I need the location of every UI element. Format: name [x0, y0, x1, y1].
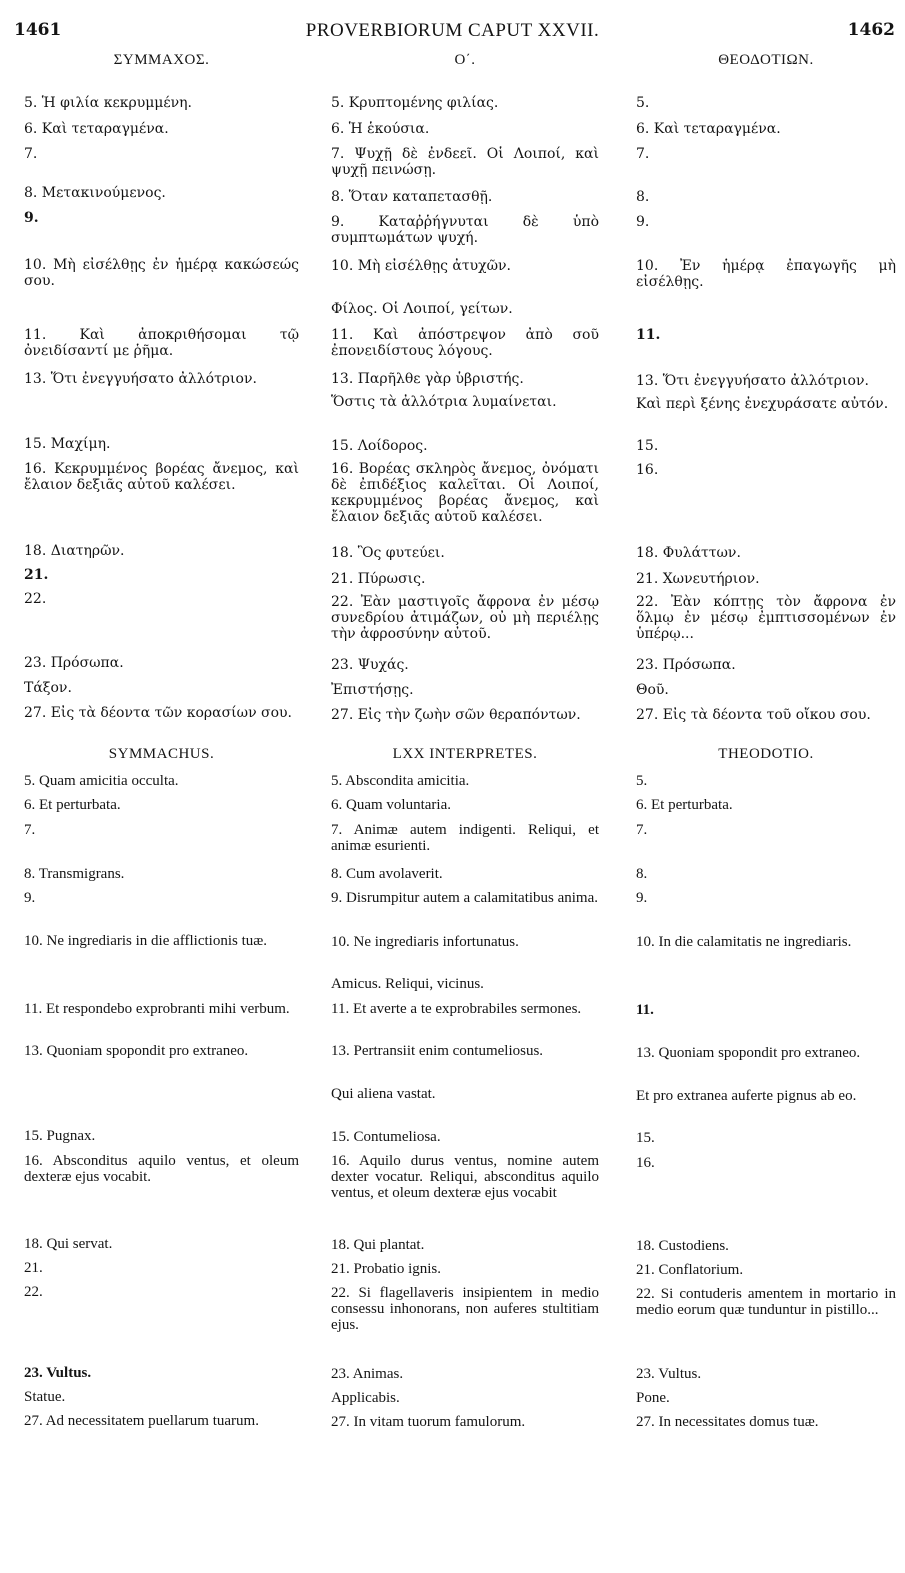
- entry: 23. Vultus.: [636, 1366, 702, 1382]
- entry: 23. Πρόσωπα.: [636, 657, 736, 673]
- entry: 7.: [636, 146, 650, 162]
- entry: 5. Κρυπτομένης φιλίας.: [331, 95, 499, 111]
- symmachus-latin-heading: SYMMACHUS.: [108, 746, 215, 762]
- entry: 23. Vultus.: [24, 1365, 92, 1381]
- entry: 18. Qui plantat.: [331, 1237, 425, 1253]
- running-title: PROVERBIORUM CAPUT XXVII.: [305, 20, 600, 41]
- entry: 9. Disrumpitur autem a calamitatibus anima.: [331, 890, 599, 906]
- lxx-greek-heading: Ο΄.: [454, 52, 476, 68]
- entry: 22. Si flagellaveris insipientem in medio consessu inhonorans, non auferes stultitiam ejus.: [331, 1285, 599, 1333]
- entry: 11. Et averte a te exprobrabiles sermones.: [331, 1001, 582, 1017]
- entry: 6. Ἡ ἑκούσια.: [331, 121, 430, 137]
- entry: 22. Ἐὰν μαστιγοῖς ἄφρονα ἐν μέσῳ συνεδρίου ἀτιμάζων, οὐ μὴ περιέλῃς τὴν ἀφροσύνην αὐτοῦ.: [331, 594, 599, 642]
- entry: Ἐπιστήσῃς.: [331, 682, 414, 698]
- entry: 13. Παρῆλθε γὰρ ὑβριστής.: [331, 371, 524, 387]
- entry: 18. Ὃς φυτεύει.: [331, 545, 445, 561]
- entry: 6. Et perturbata.: [24, 797, 121, 813]
- entry: 18. Διατηρῶν.: [24, 543, 125, 559]
- lxx-latin-heading: LXX INTERPRETES.: [392, 746, 538, 762]
- entry: 6. Quam voluntaria.: [331, 797, 451, 813]
- entry: 23. Ψυχάς.: [331, 657, 409, 673]
- entry: 22.: [24, 1284, 43, 1300]
- entry: 15. Pugnax.: [24, 1128, 96, 1144]
- entry: Ὅστις τὰ ἀλλότρια λυμαίνεται.: [331, 394, 557, 410]
- entry: 5.: [636, 773, 648, 789]
- entry: 6. Et perturbata.: [636, 797, 733, 813]
- theodotion-greek-heading: ΘΕΟΔΟΤΙΩΝ.: [718, 52, 814, 68]
- entry: 21. Probatio ignis.: [331, 1261, 442, 1277]
- entry: Θοῦ.: [636, 682, 669, 698]
- symmachus-greek-heading: ΣΥΜΜΑΧΟΣ.: [113, 52, 210, 68]
- entry: Καὶ περὶ ξένης ἐνεχυράσατε αὐτόν.: [636, 396, 889, 412]
- theodotion-latin-heading: THEODOTIO.: [718, 746, 814, 762]
- entry: 23. Animas.: [331, 1366, 404, 1382]
- entry: 5. Quam amicitia occulta.: [24, 773, 179, 789]
- entry: 7. Ψυχῇ δὲ ἐνδεεῖ. Οἱ Λοιποί, καὶ ψυχῇ πεινώσῃ.: [331, 146, 599, 178]
- entry: 18. Qui servat.: [24, 1236, 113, 1252]
- entry: 11. Et respondebo exprobranti mihi verbum.: [24, 1001, 290, 1017]
- entry: 7.: [24, 146, 38, 162]
- entry: 9. Καταῤῥήγνυται δὲ ὑπὸ συμπτωμάτων ψυχή.: [331, 214, 599, 246]
- entry: 11.: [636, 1002, 654, 1018]
- entry: 8.: [636, 189, 650, 205]
- entry: Et pro extranea auferte pignus ab eo.: [636, 1088, 857, 1104]
- entry: 15.: [636, 1130, 655, 1146]
- entry: 21.: [24, 1260, 43, 1276]
- entry: 16.: [636, 1155, 655, 1171]
- entry: 22. Si contuderis amentem in mortario in medio eorum quæ tunduntur in pistillo...: [636, 1286, 896, 1318]
- entry: 8. Μετακινούμενος.: [24, 185, 166, 201]
- entry: 5. Ἡ φιλία κεκρυμμένη.: [24, 95, 192, 111]
- left-page-number: 1461: [14, 20, 62, 40]
- entry: 10. Μὴ εἰσέλθῃς ἀτυχῶν.: [331, 258, 511, 274]
- entry: 21. Χωνευτήριον.: [636, 571, 760, 587]
- entry: 10. Ne ingrediaris in die afflictionis tuæ.: [24, 933, 268, 949]
- entry: 9.: [24, 890, 36, 906]
- entry: 13. Ὅτι ἐνεγγυήσατο ἀλλότριον.: [24, 371, 257, 387]
- entry: 10. Μὴ εἰσέλθῃς ἐν ἡμέρᾳ κακώσεώς σου.: [24, 257, 299, 289]
- entry: 10. In die calamitatis ne ingrediaris.: [636, 934, 852, 950]
- entry: 6. Καὶ τεταραγμένα.: [24, 121, 169, 137]
- entry: 21.: [24, 567, 49, 583]
- entry: 8.: [636, 866, 648, 882]
- entry: 18. Custodiens.: [636, 1238, 729, 1254]
- entry: Statue.: [24, 1389, 66, 1405]
- page-header: [0, 20, 905, 44]
- entry: 15. Μαχίμη.: [24, 436, 111, 452]
- entry: 13. Ὅτι ἐνεγγυήσατο ἀλλότριον.: [636, 373, 869, 389]
- entry: 7. Animæ autem indigenti. Reliqui, et animæ esurienti.: [331, 822, 599, 854]
- entry: 16. Κεκρυμμένος βορέας ἄνεμος, καὶ ἔλαιον δεξιᾶς αὐτοῦ καλέσει.: [24, 461, 299, 493]
- entry: 16.: [636, 462, 659, 478]
- entry: 13. Quoniam spopondit pro extraneo.: [24, 1043, 249, 1059]
- entry: 27. Εἰς τὰ δέοντα τῶν κορασίων σου.: [24, 705, 292, 721]
- entry: 22.: [24, 591, 47, 607]
- entry: 15. Contumeliosa.: [331, 1129, 441, 1145]
- entry: 23. Πρόσωπα.: [24, 655, 124, 671]
- entry: 18. Φυλάττων.: [636, 545, 741, 561]
- entry: 7.: [636, 822, 648, 838]
- entry: 22. Ἐὰν κόπτῃς τὸν ἄφρονα ἐν ὅλμῳ ἐν μέσῳ ἐμπτισσομένων ἐν ὑπέρῳ...: [636, 594, 896, 642]
- entry: Qui aliena vastat.: [331, 1086, 436, 1102]
- entry: 13. Pertransiit enim contumeliosus.: [331, 1043, 544, 1059]
- right-page-number: 1462: [847, 20, 895, 40]
- entry: 8. Cum avolaverit.: [331, 866, 443, 882]
- entry: 27. In vitam tuorum famulorum.: [331, 1414, 526, 1430]
- entry: 10. Ἐν ἡμέρᾳ ἐπαγωγῆς μὴ εἰσέλθῃς.: [636, 258, 896, 290]
- entry: 21. Πύρωσις.: [331, 571, 426, 587]
- entry: Pone.: [636, 1390, 670, 1406]
- entry: 27. In necessitates domus tuæ.: [636, 1414, 819, 1430]
- entry: 9.: [636, 890, 648, 906]
- entry: 11. Καὶ ἀπόστρεψον ἀπὸ σοῦ ἐπονειδίστους λόγους.: [331, 327, 599, 359]
- entry: 27. Εἰς τὴν ζωὴν σῶν θεραπόντων.: [331, 707, 581, 723]
- entry: 16. Aquilo durus ventus, nomine autem dexter vocatur. Reliqui, absconditus aquilo ventus, et oleum dexteræ ejus vocabit: [331, 1153, 599, 1201]
- entry: 9.: [636, 214, 650, 230]
- entry: 15. Λοίδορος.: [331, 438, 428, 454]
- entry: 8. Ὅταν καταπετασθῇ.: [331, 189, 493, 205]
- entry: 15.: [636, 438, 659, 454]
- entry: 21. Conflatorium.: [636, 1262, 744, 1278]
- entry: 27. Ad necessitatem puellarum tuarum.: [24, 1413, 259, 1429]
- entry: 10. Ne ingrediaris infortunatus.: [331, 934, 519, 950]
- entry: 6. Καὶ τεταραγμένα.: [636, 121, 781, 137]
- entry: Applicabis.: [331, 1390, 400, 1406]
- entry: Φίλος. Οἱ Λοιποί, γείτων.: [331, 301, 513, 317]
- entry: 11.: [636, 327, 661, 343]
- entry: 5.: [636, 95, 650, 111]
- entry: 11. Καὶ ἀποκριθήσομαι τῷ ὀνειδίσαντί με ῥῆμα.: [24, 327, 299, 359]
- entry: 7.: [24, 822, 36, 838]
- entry: 16. Absconditus aquilo ventus, et oleum dexteræ ejus vocabit.: [24, 1153, 299, 1185]
- entry: 5. Abscondita amicitia.: [331, 773, 470, 789]
- entry: 13. Quoniam spopondit pro extraneo.: [636, 1045, 861, 1061]
- entry: 27. Εἰς τὰ δέοντα τοῦ οἴκου σου.: [636, 707, 871, 723]
- entry: 8. Transmigrans.: [24, 866, 125, 882]
- entry: 9.: [24, 210, 39, 226]
- entry: Amicus. Reliqui, vicinus.: [331, 976, 484, 992]
- entry: Τάξον.: [24, 680, 72, 696]
- entry: 16. Βορέας σκληρὸς ἄνεμος, ὀνόματι δὲ ἐπιδέξιος καλεῖται. Οἱ Λοιποί, κεκρυμμένος βορέας ἄνεμος, καὶ ἔλαιον δεξιᾶς αὐτοῦ καλέσει.: [331, 461, 599, 525]
